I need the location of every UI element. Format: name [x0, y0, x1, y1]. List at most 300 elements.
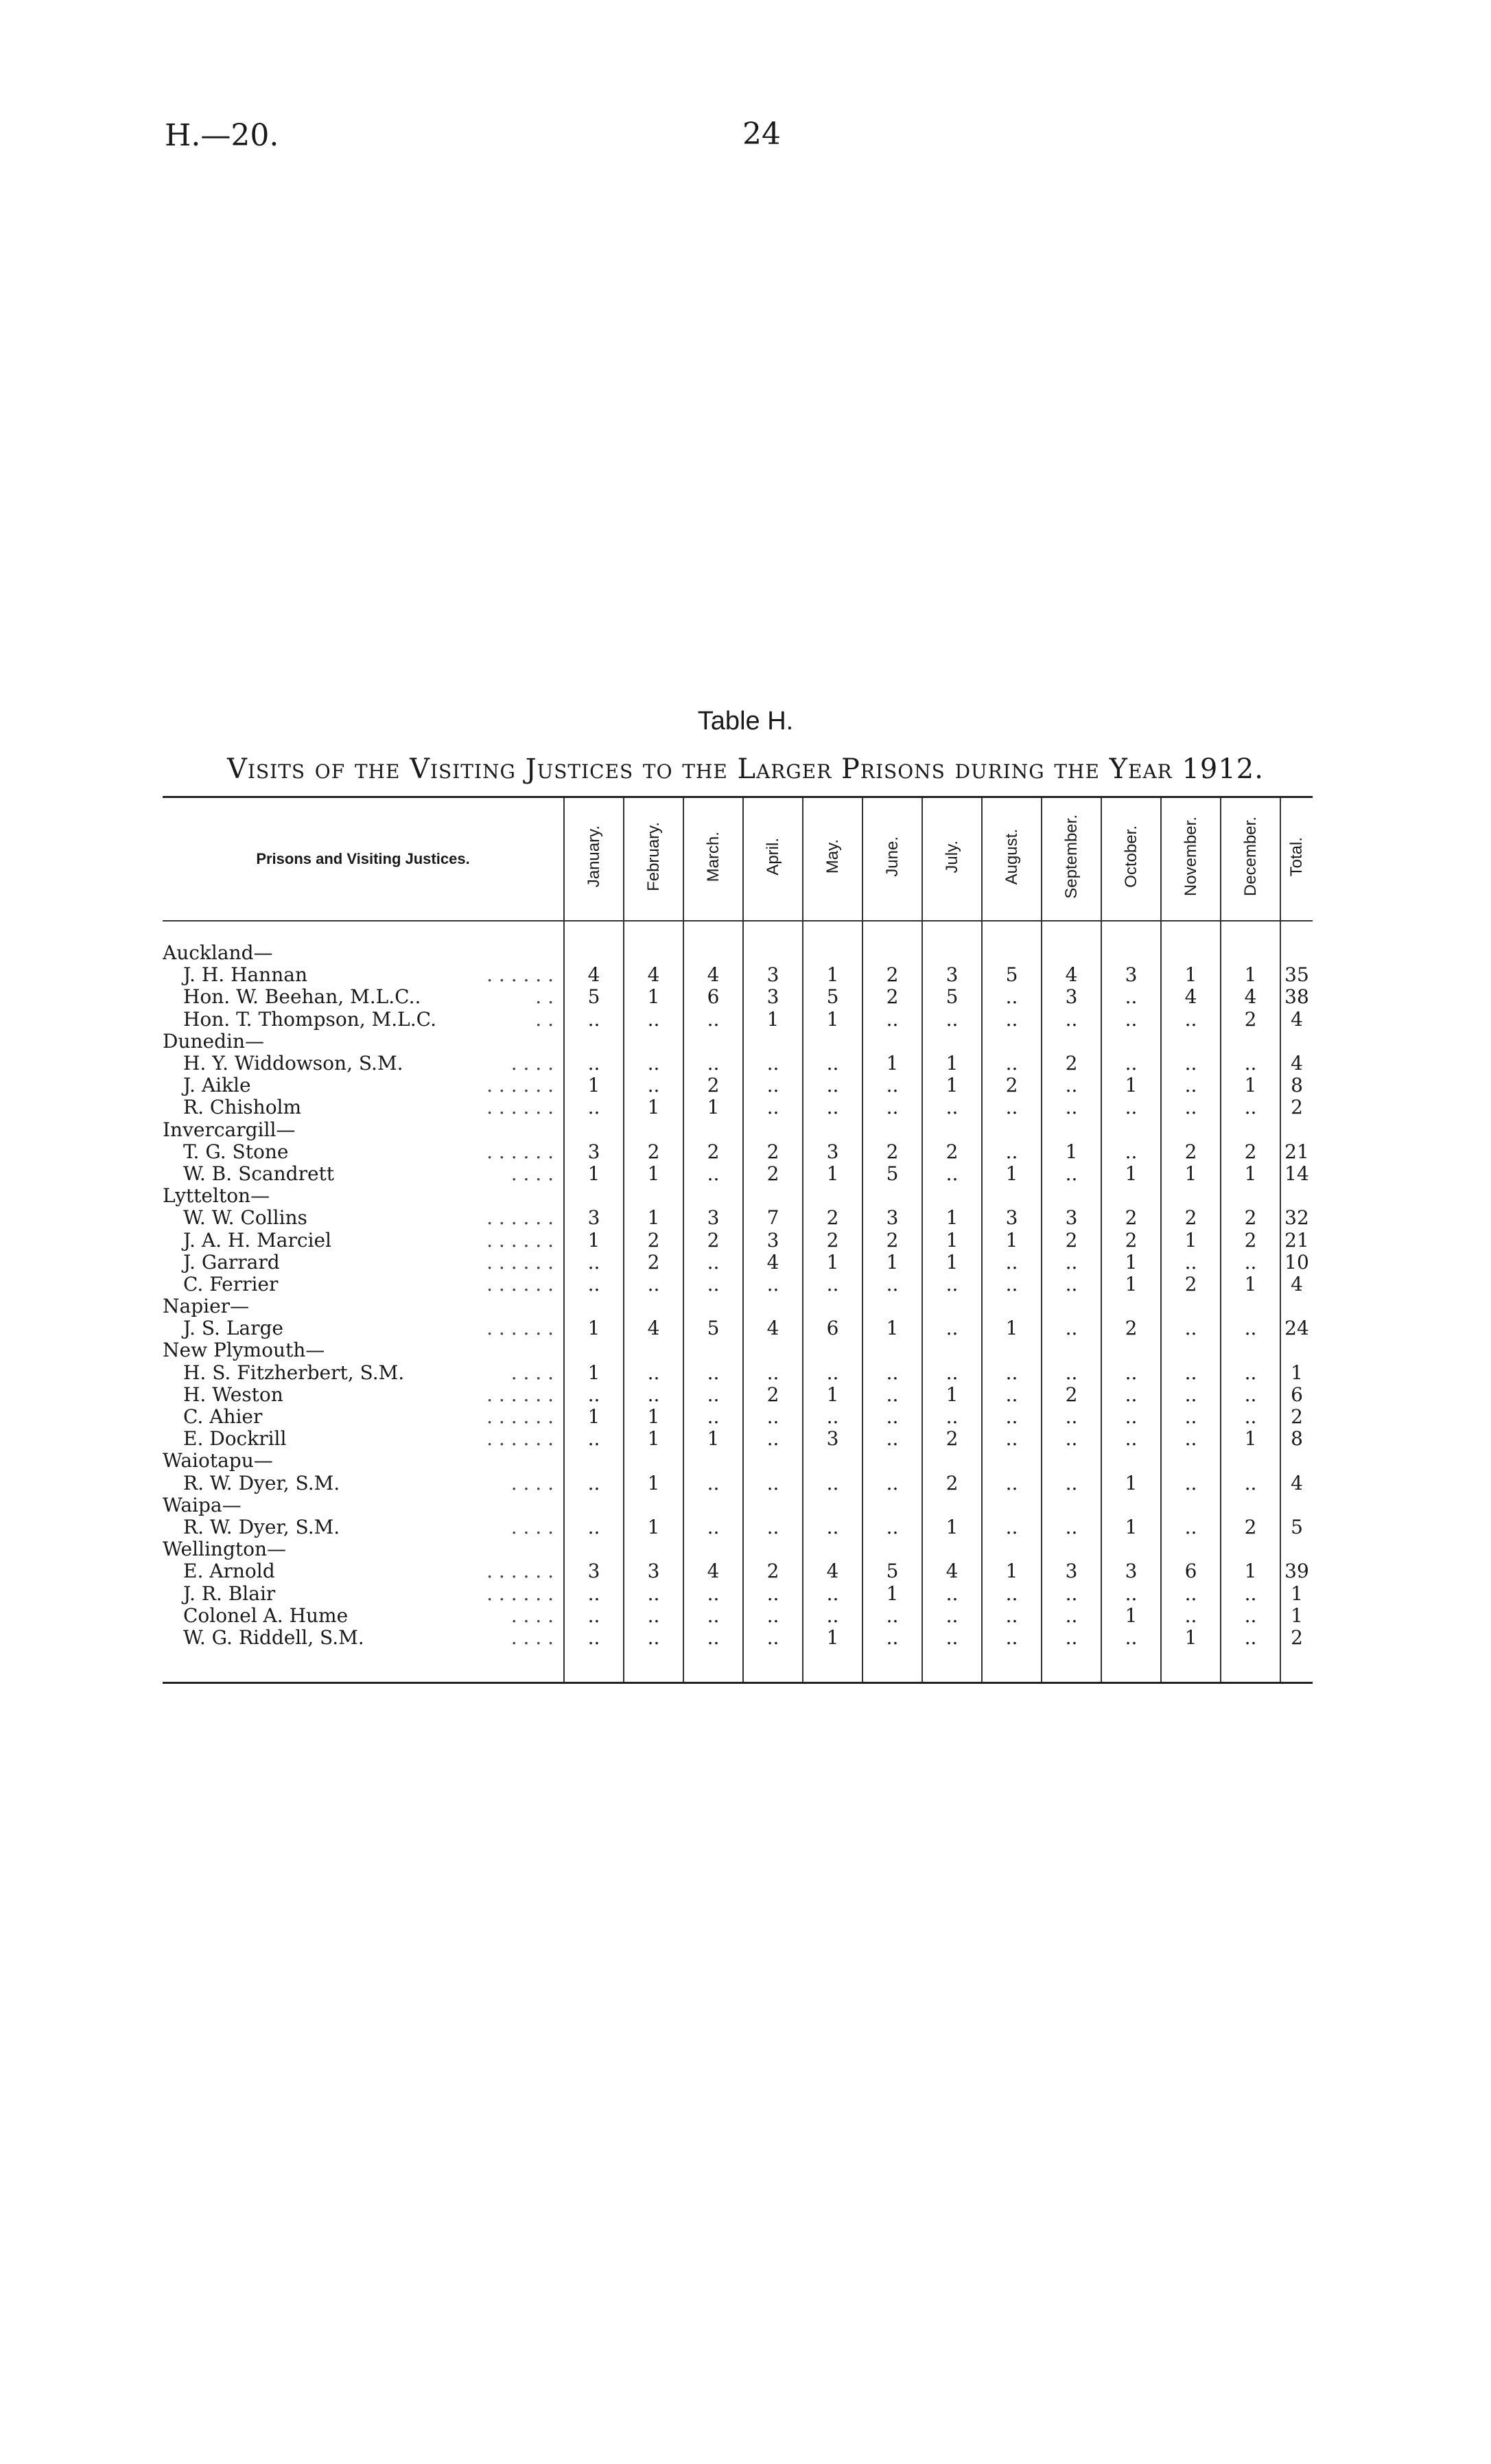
visit-count-cell: 3: [564, 1560, 624, 1582]
empty-cell: [564, 942, 624, 964]
visit-count-cell: ..: [683, 1274, 743, 1295]
visit-count-cell: ..: [1221, 1384, 1280, 1406]
visit-count-cell: 1: [862, 1582, 922, 1604]
empty-cell: [743, 942, 803, 964]
empty-cell: [1042, 942, 1101, 964]
visit-count-cell: 2: [862, 964, 922, 986]
visit-count-cell: 1: [564, 1406, 624, 1428]
visit-count-cell: ..: [1101, 1627, 1161, 1649]
prison-group-row: [163, 1450, 1313, 1472]
dot-leader: . . . . . .: [486, 1096, 554, 1119]
visit-count-cell: ..: [683, 1252, 743, 1274]
visit-count-cell: 1: [1042, 1141, 1101, 1163]
visit-count-cell: ..: [1221, 1053, 1280, 1075]
total-cell: 4: [1280, 1472, 1313, 1494]
visit-count-cell: ..: [862, 1384, 922, 1406]
empty-cell: [1161, 1339, 1221, 1361]
justice-row: [163, 1627, 1313, 1649]
visit-count-cell: ..: [743, 1362, 803, 1384]
column-header: [862, 797, 922, 922]
empty-cell: [564, 1494, 624, 1516]
empty-cell: [922, 1031, 982, 1053]
visit-count-cell: 2: [1161, 1274, 1221, 1295]
visit-count-cell: 3: [982, 1207, 1042, 1229]
visit-count-cell: ..: [683, 1627, 743, 1649]
visit-count-cell: ..: [743, 1053, 803, 1075]
prison-group-row: [163, 1494, 1313, 1516]
total-cell: 38: [1280, 986, 1313, 1008]
visit-count-cell: 2: [862, 1141, 922, 1163]
visit-count-cell: 2: [1101, 1317, 1161, 1339]
empty-cell: [1221, 1295, 1280, 1317]
empty-cell: [1221, 1185, 1280, 1207]
empty-cell: [743, 1450, 803, 1472]
visit-count-cell: ..: [982, 1605, 1042, 1627]
empty-cell: [922, 942, 982, 964]
visit-count-cell: 3: [803, 1141, 862, 1163]
empty-cell: [743, 1538, 803, 1560]
visit-count-cell: 1: [1101, 1472, 1161, 1494]
dot-leader: . . . .: [510, 1472, 554, 1494]
prison-name: Lyttelton—: [163, 1185, 270, 1208]
visit-count-cell: 1: [862, 1252, 922, 1274]
visit-count-cell: ..: [1161, 1362, 1221, 1384]
empty-cell: [1221, 1494, 1280, 1516]
visit-count-cell: ..: [803, 1362, 862, 1384]
empty-cell: [564, 1450, 624, 1472]
column-header: [624, 797, 683, 922]
column-header-label: Prisons and Visiting Justices.: [163, 797, 564, 922]
empty-cell: [743, 1494, 803, 1516]
visit-count-cell: 1: [1161, 964, 1221, 986]
justice-name: E. Dockrill: [183, 1428, 287, 1451]
justice-name: C. Ahier: [183, 1405, 263, 1429]
visit-count-cell: ..: [982, 1141, 1042, 1163]
empty-cell: [683, 1295, 743, 1317]
visit-count-cell: 2: [1221, 1207, 1280, 1229]
empty-cell: [1280, 942, 1313, 964]
justice-row: [163, 1605, 1313, 1627]
empty-cell: [862, 1031, 922, 1053]
visit-count-cell: ..: [564, 1274, 624, 1295]
empty-cell: [624, 1031, 683, 1053]
empty-cell: [1280, 1494, 1313, 1516]
column-header: [743, 797, 803, 922]
empty-cell: [922, 1494, 982, 1516]
empty-cell: [1101, 1339, 1161, 1361]
visit-count-cell: ..: [1042, 1428, 1101, 1450]
total-cell: 1: [1280, 1582, 1313, 1604]
empty-cell: [683, 1339, 743, 1361]
visit-count-cell: 1: [982, 1229, 1042, 1251]
total-cell: 1: [1280, 1605, 1313, 1627]
visit-count-cell: 2: [982, 1075, 1042, 1096]
visit-count-cell: ..: [743, 1605, 803, 1627]
justice-row: [163, 964, 1313, 986]
empty-cell: [1221, 1538, 1280, 1560]
visit-count-cell: ..: [982, 1362, 1042, 1384]
visit-count-cell: ..: [982, 1384, 1042, 1406]
visit-count-cell: ..: [1042, 1252, 1101, 1274]
empty-cell: [922, 1119, 982, 1141]
visit-count-cell: ..: [982, 1274, 1042, 1295]
dot-leader: . . . .: [510, 1162, 554, 1185]
empty-cell: [803, 1295, 862, 1317]
prison-name: Auckland—: [163, 942, 273, 965]
dot-leader: . . . .: [510, 1052, 554, 1075]
visit-count-cell: 4: [922, 1560, 982, 1582]
total-cell: 5: [1280, 1516, 1313, 1538]
visit-count-cell: 5: [922, 986, 982, 1008]
visit-count-cell: 1: [1221, 1560, 1280, 1582]
visit-count-cell: 3: [1042, 1560, 1101, 1582]
justice-row: [163, 986, 1313, 1008]
visit-count-cell: ..: [862, 1009, 922, 1031]
empty-cell: [803, 1494, 862, 1516]
justice-name: W. W. Collins: [183, 1207, 307, 1230]
page-number: 24: [742, 117, 781, 152]
empty-cell: [564, 1119, 624, 1141]
prison-group-row: [163, 1295, 1313, 1317]
visit-count-cell: 1: [982, 1560, 1042, 1582]
empty-cell: [624, 1339, 683, 1361]
visit-count-cell: ..: [624, 1582, 683, 1604]
visit-count-cell: ..: [862, 1605, 922, 1627]
empty-cell: [1101, 1185, 1161, 1207]
empty-cell: [1280, 1119, 1313, 1141]
empty-cell: [1280, 1538, 1313, 1560]
visit-count-cell: 1: [624, 1163, 683, 1185]
visit-count-cell: ..: [1101, 1384, 1161, 1406]
visit-count-cell: 1: [624, 986, 683, 1008]
total-cell: 24: [1280, 1317, 1313, 1339]
justice-name: Hon. T. Thompson, M.L.C.: [183, 1008, 436, 1031]
visit-count-cell: 1: [683, 1096, 743, 1118]
visit-count-cell: ..: [982, 1009, 1042, 1031]
column-header: [1280, 797, 1313, 922]
visit-count-cell: 1: [743, 1009, 803, 1031]
visit-count-cell: ..: [803, 1274, 862, 1295]
empty-cell: [803, 1119, 862, 1141]
empty-cell: [1161, 942, 1221, 964]
empty-cell: [1101, 1538, 1161, 1560]
justice-name: H. S. Fitzherbert, S.M.: [183, 1361, 405, 1384]
prison-name: New Plymouth—: [163, 1339, 325, 1362]
empty-cell: [1280, 1295, 1313, 1317]
empty-cell: [982, 1119, 1042, 1141]
visit-count-cell: 3: [683, 1207, 743, 1229]
visit-count-cell: 2: [743, 1384, 803, 1406]
empty-cell: [743, 1295, 803, 1317]
visit-count-cell: ..: [862, 1516, 922, 1538]
visit-count-cell: ..: [564, 1009, 624, 1031]
visit-count-cell: 2: [1221, 1009, 1280, 1031]
visit-count-cell: ..: [1042, 1317, 1101, 1339]
visit-count-cell: ..: [922, 1096, 982, 1118]
visit-count-cell: 1: [1221, 1163, 1280, 1185]
empty-cell: [743, 1031, 803, 1053]
prison-name: Wellington—: [163, 1538, 287, 1561]
empty-cell: [1221, 1339, 1280, 1361]
visit-count-cell: 4: [624, 1317, 683, 1339]
visit-count-cell: ..: [743, 1582, 803, 1604]
visit-count-cell: 3: [743, 986, 803, 1008]
visit-count-cell: ..: [982, 1627, 1042, 1649]
justice-row: [163, 1075, 1313, 1096]
visit-count-cell: 2: [922, 1428, 982, 1450]
empty-cell: [1042, 1119, 1101, 1141]
column-header-text: July.: [942, 840, 961, 873]
visit-count-cell: 3: [1042, 986, 1101, 1008]
justice-row: [163, 1229, 1313, 1251]
column-header-text: January.: [584, 825, 603, 888]
column-header-text: November.: [1181, 817, 1200, 897]
visit-count-cell: ..: [803, 1075, 862, 1096]
visit-count-cell: ..: [743, 1096, 803, 1118]
table-subtitle: Visits of the Visiting Justices to the Larger Prisons during the Year 1912.: [227, 753, 1264, 785]
visit-count-cell: 2: [1042, 1384, 1101, 1406]
visit-count-cell: 2: [1161, 1207, 1221, 1229]
empty-cell: [1280, 1031, 1313, 1053]
visit-count-cell: 2: [1042, 1229, 1101, 1251]
column-header-text: December.: [1241, 817, 1260, 897]
visit-count-cell: 2: [922, 1472, 982, 1494]
visit-count-cell: ..: [862, 1362, 922, 1384]
empty-cell: [862, 1494, 922, 1516]
total-cell: 39: [1280, 1560, 1313, 1582]
visit-count-cell: 2: [683, 1075, 743, 1096]
justice-name: J. H. Hannan: [183, 964, 307, 987]
visit-count-cell: 1: [1221, 1075, 1280, 1096]
visit-count-cell: 1: [922, 1252, 982, 1274]
empty-cell: [624, 942, 683, 964]
visit-count-cell: ..: [683, 1163, 743, 1185]
dot-leader: . . . .: [510, 1626, 554, 1649]
empty-cell: [862, 1295, 922, 1317]
visit-count-cell: 4: [743, 1252, 803, 1274]
justice-name: H. Y. Widdowson, S.M.: [183, 1052, 403, 1075]
visit-count-cell: ..: [982, 1053, 1042, 1075]
visit-count-cell: ..: [1101, 1053, 1161, 1075]
visit-count-cell: ..: [1161, 1406, 1221, 1428]
visit-count-cell: 1: [624, 1406, 683, 1428]
visit-count-cell: ..: [1161, 1472, 1221, 1494]
empty-cell: [683, 942, 743, 964]
visit-count-cell: ..: [1101, 1096, 1161, 1118]
visit-count-cell: 1: [624, 1428, 683, 1450]
justice-row: [163, 1362, 1313, 1384]
visit-count-cell: ..: [1161, 1582, 1221, 1604]
dot-leader: . . . . . .: [486, 1405, 554, 1429]
visit-count-cell: ..: [1161, 1428, 1221, 1450]
visit-count-cell: 1: [803, 1252, 862, 1274]
visit-count-cell: 1: [1161, 1627, 1221, 1649]
justice-row: [163, 1582, 1313, 1604]
visit-count-cell: ..: [1221, 1627, 1280, 1649]
total-cell: 4: [1280, 1009, 1313, 1031]
visit-count-cell: ..: [683, 1472, 743, 1494]
visit-count-cell: 1: [922, 1053, 982, 1075]
visit-count-cell: ..: [743, 1472, 803, 1494]
visit-count-cell: 1: [803, 1627, 862, 1649]
visit-count-cell: ..: [862, 1406, 922, 1428]
empty-cell: [982, 1295, 1042, 1317]
justice-row: [163, 1207, 1313, 1229]
visit-count-cell: 2: [1042, 1053, 1101, 1075]
visit-count-cell: 4: [624, 964, 683, 986]
justice-name: R. W. Dyer, S.M.: [183, 1472, 340, 1494]
empty-cell: [862, 1450, 922, 1472]
visit-count-cell: ..: [1101, 1428, 1161, 1450]
visit-count-cell: 1: [922, 1516, 982, 1538]
visit-count-cell: 1: [683, 1428, 743, 1450]
empty-cell: [1161, 1295, 1221, 1317]
visit-count-cell: 5: [803, 986, 862, 1008]
visit-count-cell: ..: [1221, 1605, 1280, 1627]
dot-leader: . .: [535, 986, 554, 1009]
visit-count-cell: 1: [624, 1096, 683, 1118]
visit-count-cell: ..: [1042, 1163, 1101, 1185]
empty-cell: [1161, 1119, 1221, 1141]
visit-count-cell: 1: [564, 1163, 624, 1185]
visit-count-cell: 2: [683, 1229, 743, 1251]
empty-cell: [1042, 1339, 1101, 1361]
visit-count-cell: ..: [922, 1605, 982, 1627]
empty-cell: [1042, 1031, 1101, 1053]
empty-cell: [803, 942, 862, 964]
total-cell: 2: [1280, 1406, 1313, 1428]
total-cell: 8: [1280, 1075, 1313, 1096]
justice-name: J. R. Blair: [183, 1582, 276, 1605]
visit-count-cell: 3: [624, 1560, 683, 1582]
justice-name: J. A. H. Marciel: [183, 1229, 332, 1252]
visit-count-cell: 1: [982, 1163, 1042, 1185]
visit-count-cell: 3: [862, 1207, 922, 1229]
justice-name: E. Arnold: [183, 1560, 275, 1583]
prison-group-row: [163, 1185, 1313, 1207]
visit-count-cell: ..: [624, 1605, 683, 1627]
total-cell: 4: [1280, 1053, 1313, 1075]
empty-cell: [922, 1185, 982, 1207]
empty-cell: [1280, 1339, 1313, 1361]
total-cell: 8: [1280, 1428, 1313, 1450]
visit-count-cell: 1: [862, 1317, 922, 1339]
justice-name: T. G. Stone: [183, 1140, 289, 1163]
visit-count-cell: ..: [624, 1075, 683, 1096]
empty-cell: [1101, 1494, 1161, 1516]
empty-cell: [1221, 942, 1280, 964]
visit-count-cell: 2: [743, 1141, 803, 1163]
justice-name: W. B. Scandrett: [183, 1162, 335, 1185]
column-header-text: February.: [644, 822, 663, 891]
table-body: [163, 921, 1313, 1683]
dot-leader: . . . . . .: [486, 1273, 554, 1295]
visit-count-cell: 3: [1042, 1207, 1101, 1229]
visit-count-cell: ..: [683, 1053, 743, 1075]
dot-leader: . . . . . .: [486, 1317, 554, 1340]
visit-count-cell: ..: [1042, 1406, 1101, 1428]
empty-cell: [624, 1119, 683, 1141]
visit-count-cell: 3: [1101, 1560, 1161, 1582]
empty-cell: [862, 1339, 922, 1361]
visit-count-cell: ..: [1101, 1582, 1161, 1604]
visit-count-cell: ..: [564, 1516, 624, 1538]
visit-count-cell: 1: [1101, 1075, 1161, 1096]
column-header-text: August.: [1002, 828, 1021, 885]
visit-count-cell: 4: [683, 964, 743, 986]
justice-name: R. W. Dyer, S.M.: [183, 1516, 340, 1538]
empty-cell: [624, 1295, 683, 1317]
visit-count-cell: 1: [1101, 1516, 1161, 1538]
empty-cell: [1101, 1295, 1161, 1317]
visit-count-cell: ..: [1101, 1141, 1161, 1163]
empty-cell: [803, 1339, 862, 1361]
visit-count-cell: ..: [922, 1582, 982, 1604]
visit-count-cell: ..: [982, 1516, 1042, 1538]
visit-count-cell: 3: [803, 1428, 862, 1450]
column-header-text: June.: [882, 836, 902, 877]
column-header-text: May.: [823, 839, 842, 874]
visit-count-cell: ..: [683, 1009, 743, 1031]
visit-count-cell: 1: [862, 1053, 922, 1075]
empty-cell: [1280, 1185, 1313, 1207]
column-header-text: October.: [1121, 825, 1140, 888]
visit-count-cell: 1: [922, 1384, 982, 1406]
visit-count-cell: ..: [1042, 1627, 1101, 1649]
visit-count-cell: ..: [1042, 1096, 1101, 1118]
visit-count-cell: ..: [564, 1582, 624, 1604]
prison-group-row: [163, 1031, 1313, 1053]
visit-count-cell: ..: [1042, 1472, 1101, 1494]
visit-count-cell: 5: [683, 1317, 743, 1339]
visit-count-cell: 2: [1221, 1141, 1280, 1163]
total-cell: 6: [1280, 1384, 1313, 1406]
visit-count-cell: ..: [564, 1605, 624, 1627]
visit-count-cell: 4: [683, 1560, 743, 1582]
visit-count-cell: ..: [683, 1605, 743, 1627]
empty-cell: [1042, 1295, 1101, 1317]
justice-name: C. Ferrier: [183, 1273, 279, 1295]
prison-name: Waiotapu—: [163, 1450, 273, 1472]
dot-leader: . . . . . .: [486, 1075, 554, 1097]
visit-count-cell: 3: [743, 1229, 803, 1251]
visit-count-cell: ..: [564, 1384, 624, 1406]
total-cell: 2: [1280, 1627, 1313, 1649]
total-cell: 10: [1280, 1252, 1313, 1274]
empty-cell: [1161, 1494, 1221, 1516]
visit-count-cell: ..: [624, 1384, 683, 1406]
visit-count-cell: 2: [862, 986, 922, 1008]
justice-row: [163, 1096, 1313, 1118]
visit-count-cell: 2: [922, 1141, 982, 1163]
visit-count-cell: 1: [922, 1075, 982, 1096]
justice-row: [163, 1053, 1313, 1075]
empty-cell: [743, 1119, 803, 1141]
justice-row: [163, 1406, 1313, 1428]
prison-name: Waipa—: [163, 1494, 242, 1516]
visit-count-cell: ..: [1221, 1096, 1280, 1118]
empty-cell: [862, 1185, 922, 1207]
prison-name: Invercargill—: [163, 1118, 296, 1141]
visit-count-cell: ..: [982, 1252, 1042, 1274]
visit-count-cell: ..: [922, 1406, 982, 1428]
visit-count-cell: 2: [743, 1163, 803, 1185]
justice-name: W. G. Riddell, S.M.: [183, 1626, 364, 1649]
justice-row: [163, 1009, 1313, 1031]
column-header: [922, 797, 982, 922]
visit-count-cell: 1: [1101, 1163, 1161, 1185]
empty-cell: [1161, 1450, 1221, 1472]
